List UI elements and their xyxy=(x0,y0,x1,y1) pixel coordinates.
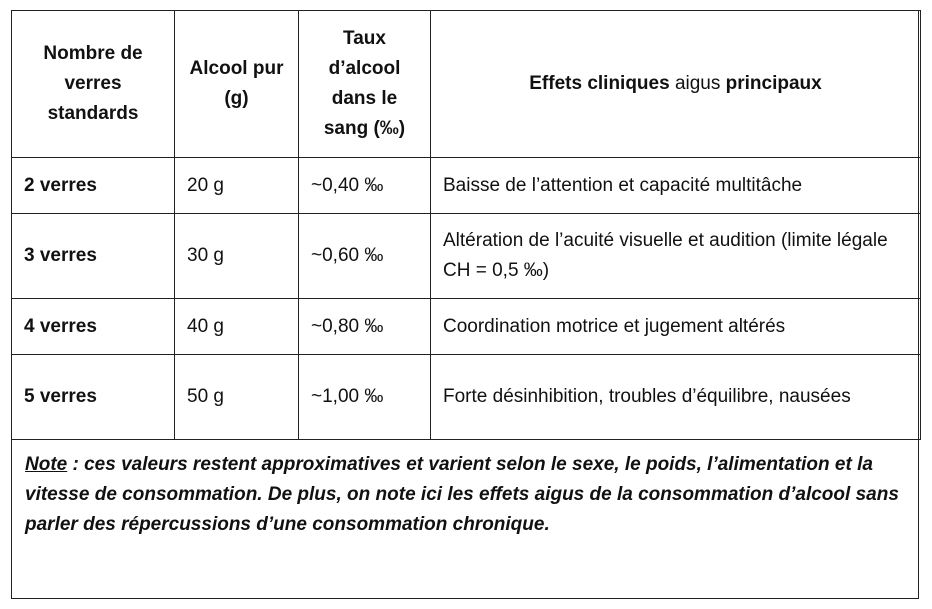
table-row xyxy=(12,158,921,214)
cell-verres: 5 verres xyxy=(12,355,175,440)
cell-alcool: 30 g xyxy=(175,214,299,299)
header-effets-normal: aigus xyxy=(669,73,726,94)
header-effets-bold1: Effets cliniques xyxy=(529,73,670,94)
table-row xyxy=(12,299,921,355)
cell-effets: Coordination motrice et jugement altérés xyxy=(431,299,921,355)
note-text: : ces valeurs restent approximatives et varient selon le sexe, le poids, l’alimentation et la vitesse de consommation. De plus, on note ici les effets aigus de la consommation d’alcool sans parler des répercussions d’une consommation chronique. xyxy=(25,454,899,535)
table-row xyxy=(12,214,921,299)
cell-taux: ~1,00 ‰ xyxy=(299,355,431,440)
cell-verres: 2 verres xyxy=(12,158,175,214)
cell-alcool: 40 g xyxy=(175,299,299,355)
cell-effets: Altération de l’acuité visuelle et audition (limite légale CH = 0,5 ‰) xyxy=(431,214,921,299)
header-taux: Taux d’alcool dans le sang (‰) xyxy=(299,11,431,158)
header-effets-bold2: principaux xyxy=(725,73,822,94)
cell-taux: ~0,60 ‰ xyxy=(299,214,431,299)
cell-verres: 4 verres xyxy=(12,299,175,355)
alcohol-effects-table xyxy=(11,10,921,440)
cell-verres: 3 verres xyxy=(12,214,175,299)
cell-effets: Forte désinhibition, troubles d’équilibre, nausées xyxy=(431,355,921,440)
table-note xyxy=(25,450,910,540)
header-effets xyxy=(431,11,921,158)
cell-alcool: 50 g xyxy=(175,355,299,440)
header-alcool: Alcool pur (g) xyxy=(175,11,299,158)
note-label: Note xyxy=(25,454,68,475)
header-row xyxy=(12,11,921,158)
cell-alcool: 20 g xyxy=(175,158,299,214)
table-row xyxy=(12,355,921,440)
cell-effets: Baisse de l’attention et capacité multitâche xyxy=(431,158,921,214)
cell-taux: ~0,40 ‰ xyxy=(299,158,431,214)
cell-taux: ~0,80 ‰ xyxy=(299,299,431,355)
header-verres: Nombre de verres standards xyxy=(12,11,175,158)
